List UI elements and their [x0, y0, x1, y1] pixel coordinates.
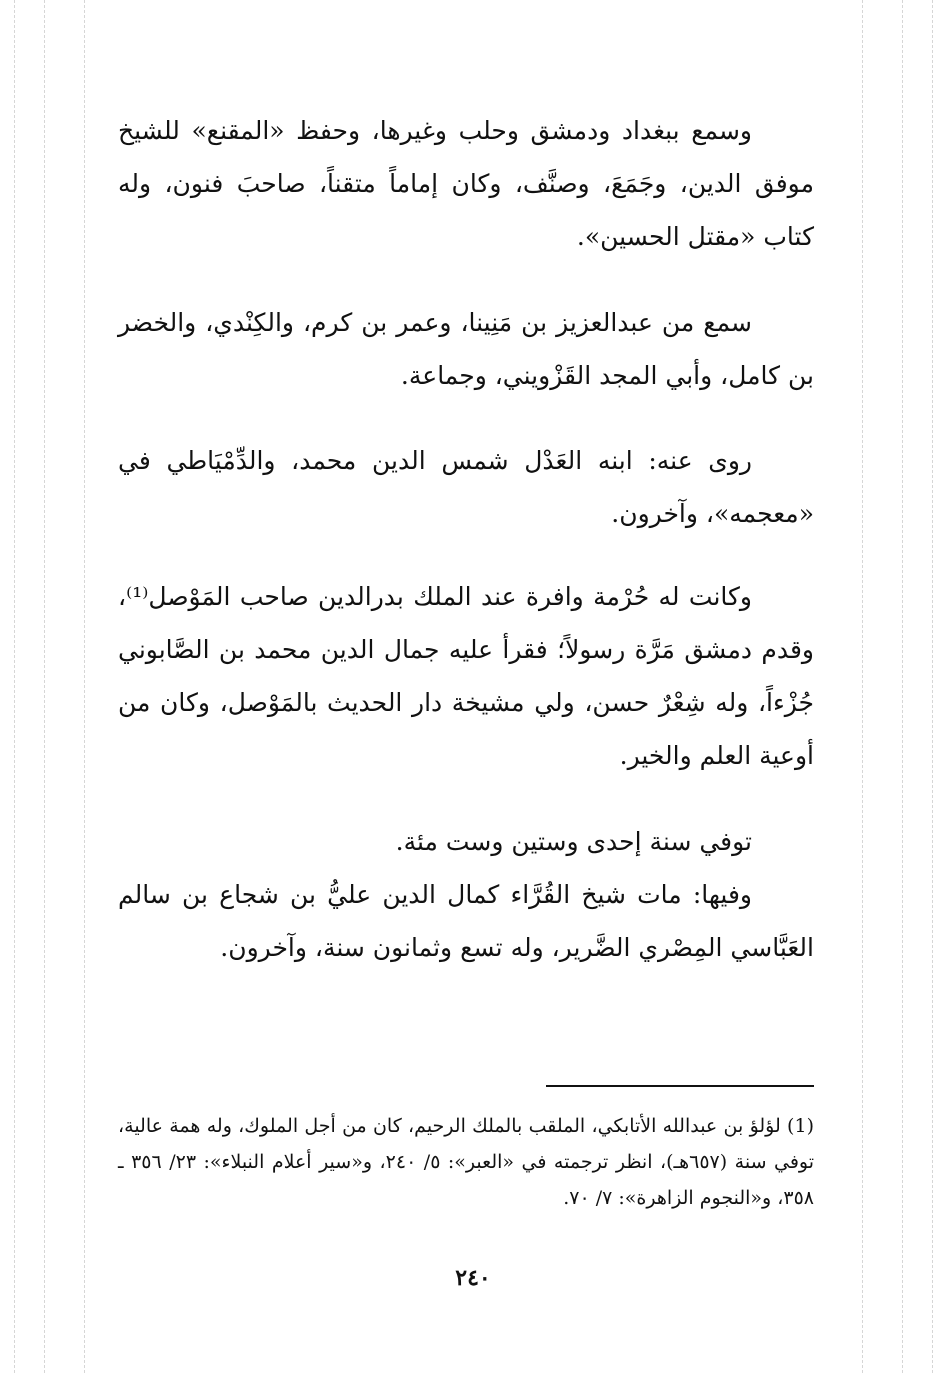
paragraph-4: وكانت له حُرْمة وافرة عند الملك بدرالدين صاحب المَوْصل⁽¹⁾، وقدم دمشق مَرَّة رسولاً؛ فقرأ عليه جمال الدين محمد بن الصَّابوني جُزْءاً، وله شِعْرٌ حسن، ولي مشيخة دار الحديث بالمَوْصل، وكان من أوعية العلم والخير. — [118, 582, 814, 770]
main-text — [118, 104, 814, 974]
paragraph-2: سمع من عبدالعزيز بن مَنِينا، وعمر بن كرم، والكِنْدي، والخضر بن كامل، وأبي المجد القَزْويني، وجماعة. — [118, 308, 814, 390]
paragraph-6: وفيها: مات شيخ القُرَّاء كمال الدين عليُّ بن شجاع بن سالم العَبَّاسي المِصْري الضَّرير، وله تسع وثمانون سنة، وآخرون. — [118, 880, 814, 962]
guide-line — [14, 0, 15, 1373]
page-number: ٢٤٠ — [455, 1265, 491, 1291]
guide-line — [44, 0, 45, 1373]
guide-line — [932, 0, 933, 1373]
footnote: (1) لؤلؤ بن عبدالله الأتابكي، الملقب بالملك الرحيم، كان من أجل الملوك، وله همة عالية، توفي سنة (٦٥٧هـ)، انظر ترجمته في «العبر»: ٥/ ٢٤٠، و«سير أعلام النبلاء»: ٢٣/ ٣٥٦ ـ ٣٥٨، و«النجوم الزاهرة»: ٧/ ٧٠. — [118, 1115, 815, 1209]
guide-line — [84, 0, 85, 1373]
paragraph-5: توفي سنة إحدى وستين وست مئة. — [395, 827, 752, 856]
footnote-separator — [546, 1085, 814, 1087]
paragraph-1: وسمع ببغداد ودمشق وحلب وغيرها، وحفظ «المقنع» للشيخ موفق الدين، وجَمَعَ، وصنَّف، وكان إماماً متقناً، صاحبَ فنون، وله كتاب «مقتل الحسين». — [118, 116, 814, 251]
paragraph-3: روى عنه: ابنه العَدْل شمس الدين محمد، والدِّمْيَاطي في «معجمه»، وآخرون. — [118, 446, 814, 528]
guide-line — [862, 0, 863, 1373]
guide-line — [902, 0, 903, 1373]
